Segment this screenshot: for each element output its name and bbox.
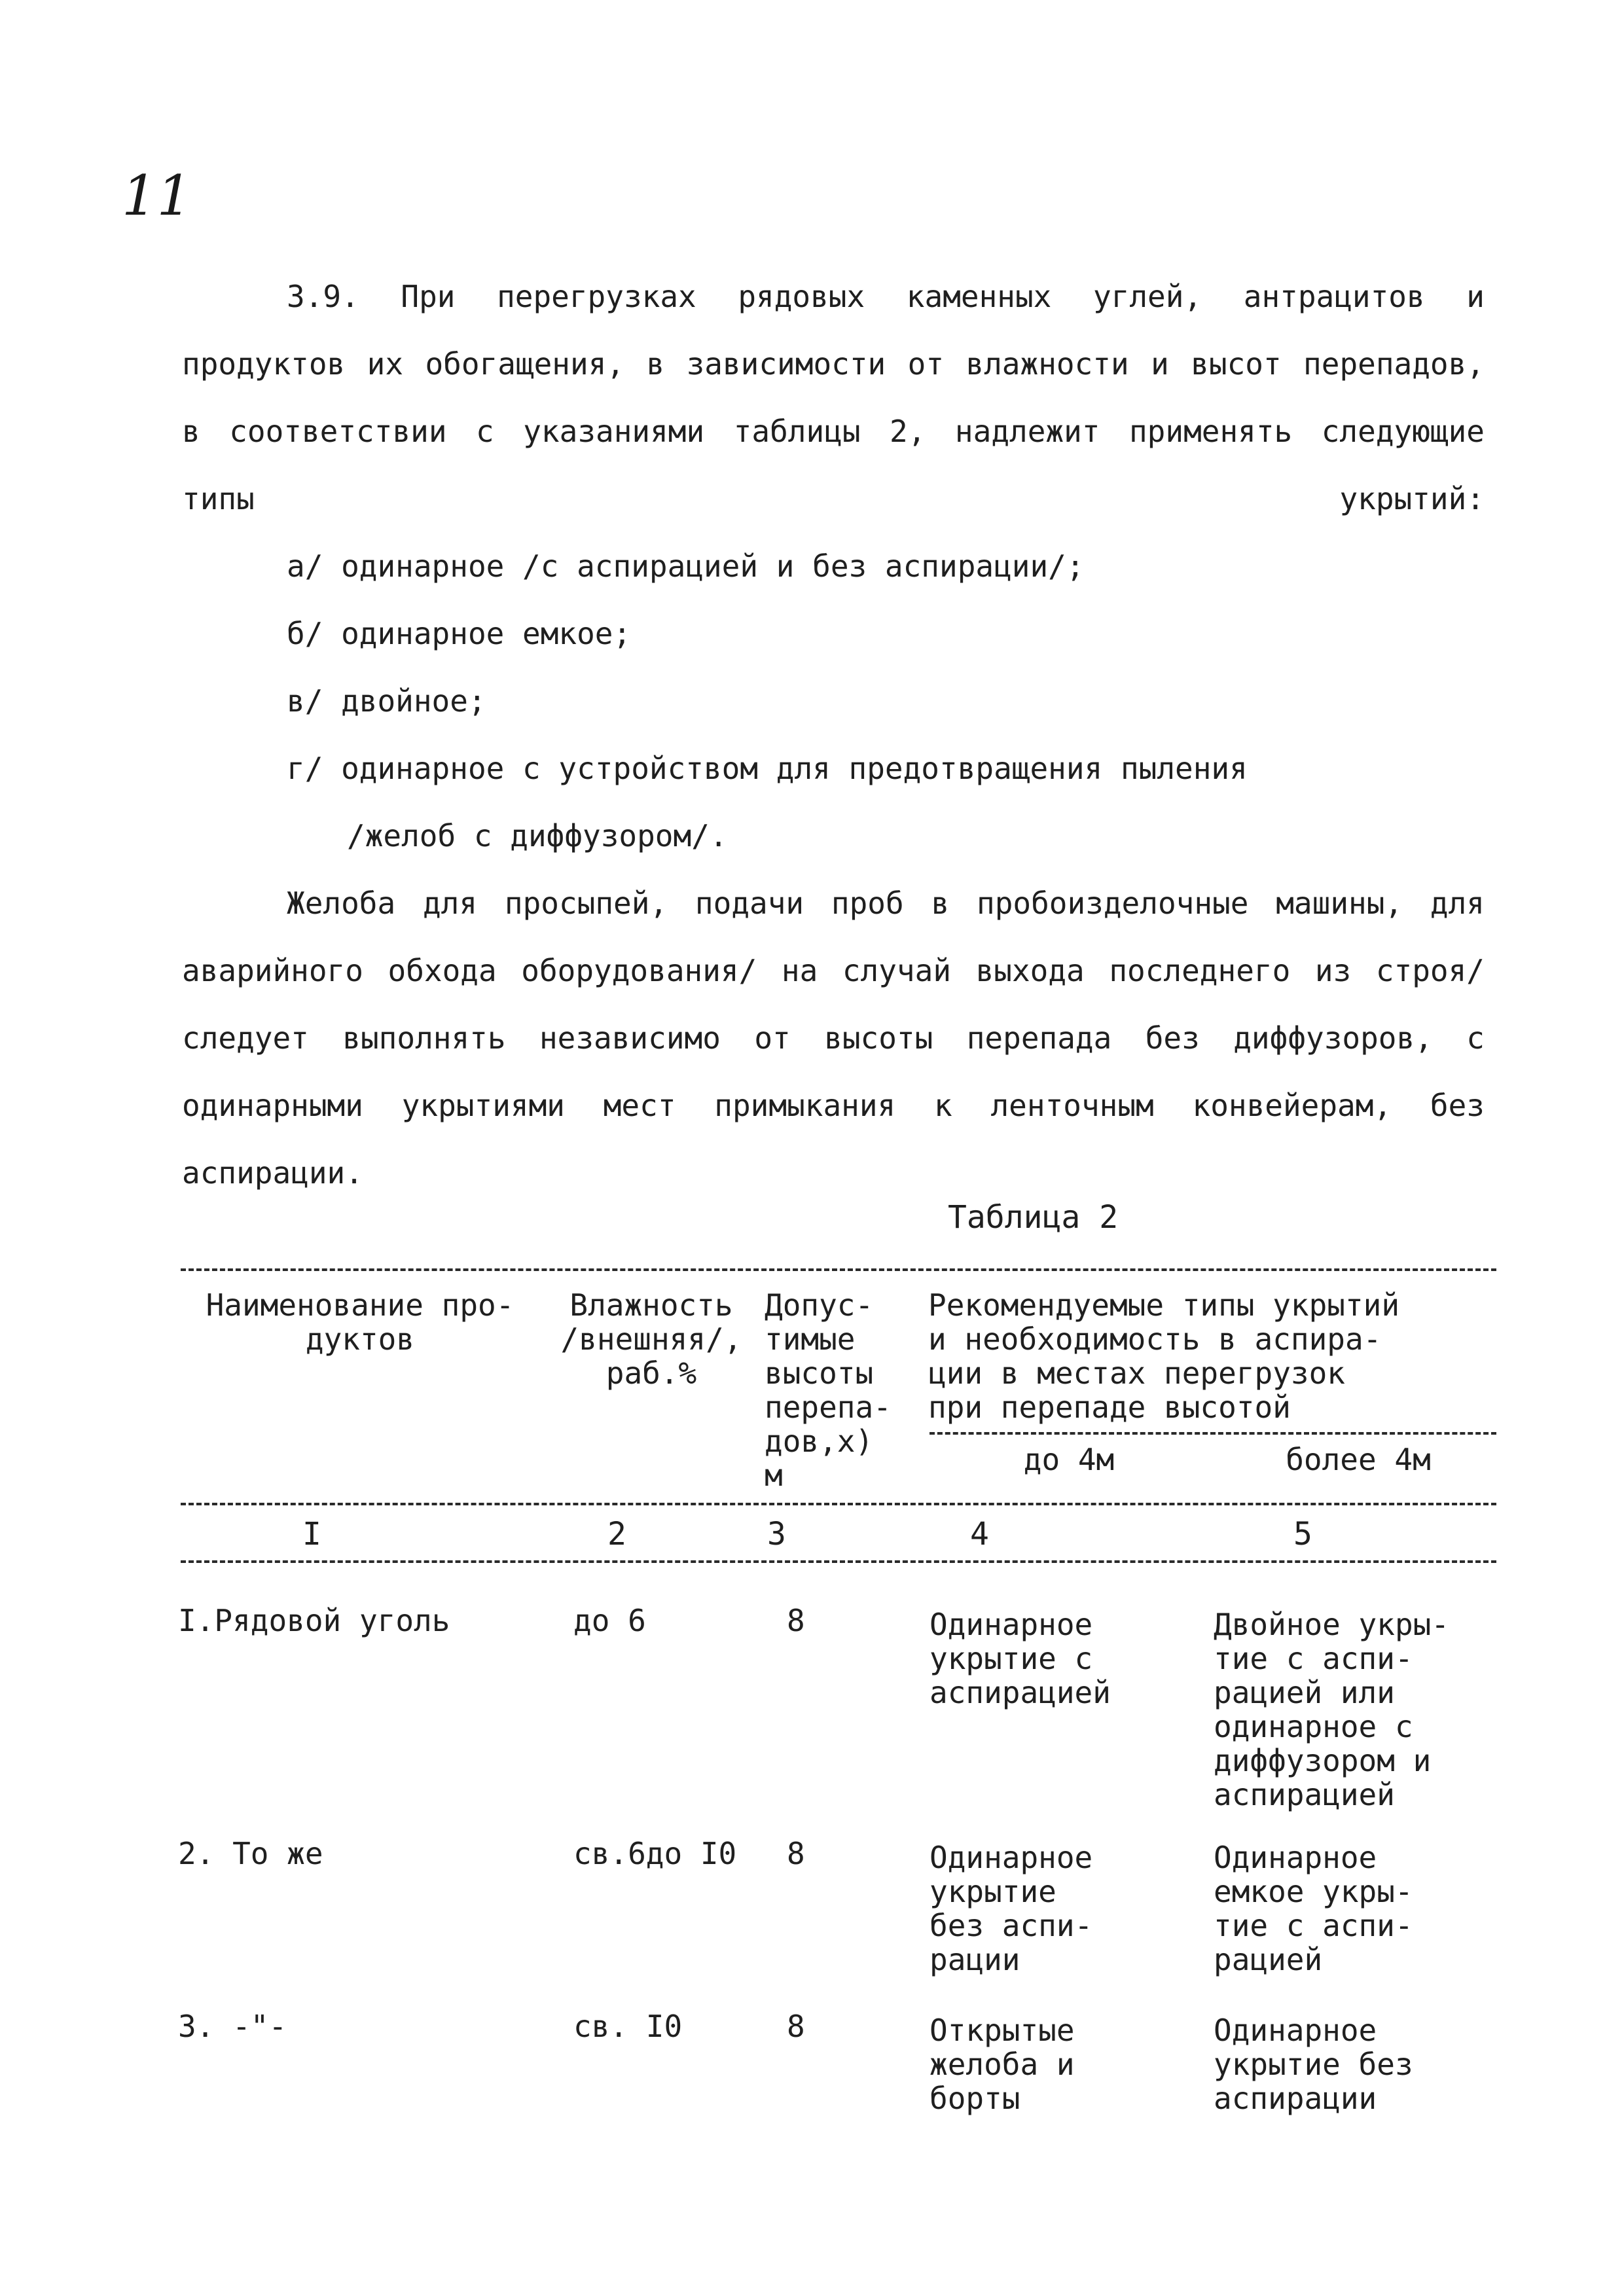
cell-drop-height: 8 bbox=[787, 1603, 805, 1638]
cell-cover-up-to-4m: Одинарное укрытие с аспирацией bbox=[929, 1607, 1111, 1710]
table-caption: Таблица 2 bbox=[948, 1199, 1119, 1236]
cell-moisture: св. I0 bbox=[573, 2009, 683, 2044]
cell-drop-height: 8 bbox=[787, 2009, 805, 2044]
cell-product-name: I.Рядовой уголь bbox=[178, 1603, 450, 1638]
header-recommended-covers: Рекомендуемые типы укрытий и необходимость в аспира- ции в местах перегрузок при перепаде высотой bbox=[928, 1287, 1400, 1425]
column-number-5: 5 bbox=[1293, 1516, 1312, 1552]
list-item-v: в/ двойное; bbox=[287, 683, 486, 719]
cell-cover-over-4m: Одинарное емкое укры- тие с аспи- рацией bbox=[1214, 1840, 1413, 1977]
header-up-to-4m: до 4м bbox=[1023, 1442, 1115, 1477]
column-number-4: 4 bbox=[970, 1516, 989, 1552]
column-number-1: I bbox=[302, 1516, 321, 1552]
header-product-name: Наименование про- дуктов bbox=[206, 1287, 514, 1357]
paragraph-chutes: Желоба для просыпей, подачи проб в пробоизделочные машины, для аварийного обхода оборудования/ на случай выхода последнего из строя/ следует выполнять независимо от высоты перепада без диффузоров, с одинарными укрытиями мест примыкания к ленточным конвейерам, без аспирации. bbox=[182, 886, 1485, 1191]
page-number: 11 bbox=[122, 164, 192, 228]
cell-cover-over-4m: Одинарное укрытие без аспирации bbox=[1214, 2013, 1413, 2116]
list-item-g-continuation: /желоб с диффузором/. bbox=[347, 818, 728, 853]
header-moisture: Влажность /внешняя/, раб.% bbox=[560, 1287, 742, 1391]
body-text bbox=[182, 263, 1485, 1207]
list-item-g: г/ одинарное с устройством для предотвращения пыления bbox=[287, 751, 1248, 786]
cell-product-name: 2. То же bbox=[178, 1836, 323, 1871]
table-top-rule bbox=[181, 1268, 1496, 1271]
cell-cover-over-4m: Двойное укры- тие с аспи- рацией или одинарное с диффузором и аспирацией bbox=[1214, 1607, 1450, 1812]
table-subheader-rule bbox=[929, 1432, 1496, 1435]
cell-moisture: до 6 bbox=[573, 1603, 646, 1638]
table-header-bottom-rule bbox=[181, 1503, 1496, 1505]
table-colnum-bottom-rule bbox=[181, 1560, 1496, 1563]
cell-product-name: 3. -"- bbox=[178, 2009, 287, 2044]
header-over-4m: более 4м bbox=[1286, 1442, 1431, 1477]
list-item-b: б/ одинарное емкое; bbox=[287, 616, 632, 651]
cell-cover-up-to-4m: Открытые желоба и борты bbox=[929, 2013, 1075, 2116]
header-drop-height: Допус- тимые высоты перепа- дов,х) м bbox=[765, 1287, 892, 1493]
cell-cover-up-to-4m: Одинарное укрытие без аспи- рации bbox=[929, 1840, 1093, 1977]
column-number-2: 2 bbox=[607, 1516, 626, 1552]
cell-drop-height: 8 bbox=[787, 1836, 805, 1871]
column-number-3: 3 bbox=[767, 1516, 786, 1552]
list-item-a: а/ одинарное /с аспирацией и без аспирации/; bbox=[287, 548, 1085, 584]
paragraph-3-9: 3.9. При перегрузках рядовых каменных углей, антрацитов и продуктов их обогащения, в зависимости от влажности и высот перепадов, в соответствии с указаниями таблицы 2, надлежит применять следующие типы укрытий: bbox=[182, 279, 1485, 516]
cell-moisture: св.6до I0 bbox=[573, 1836, 737, 1871]
